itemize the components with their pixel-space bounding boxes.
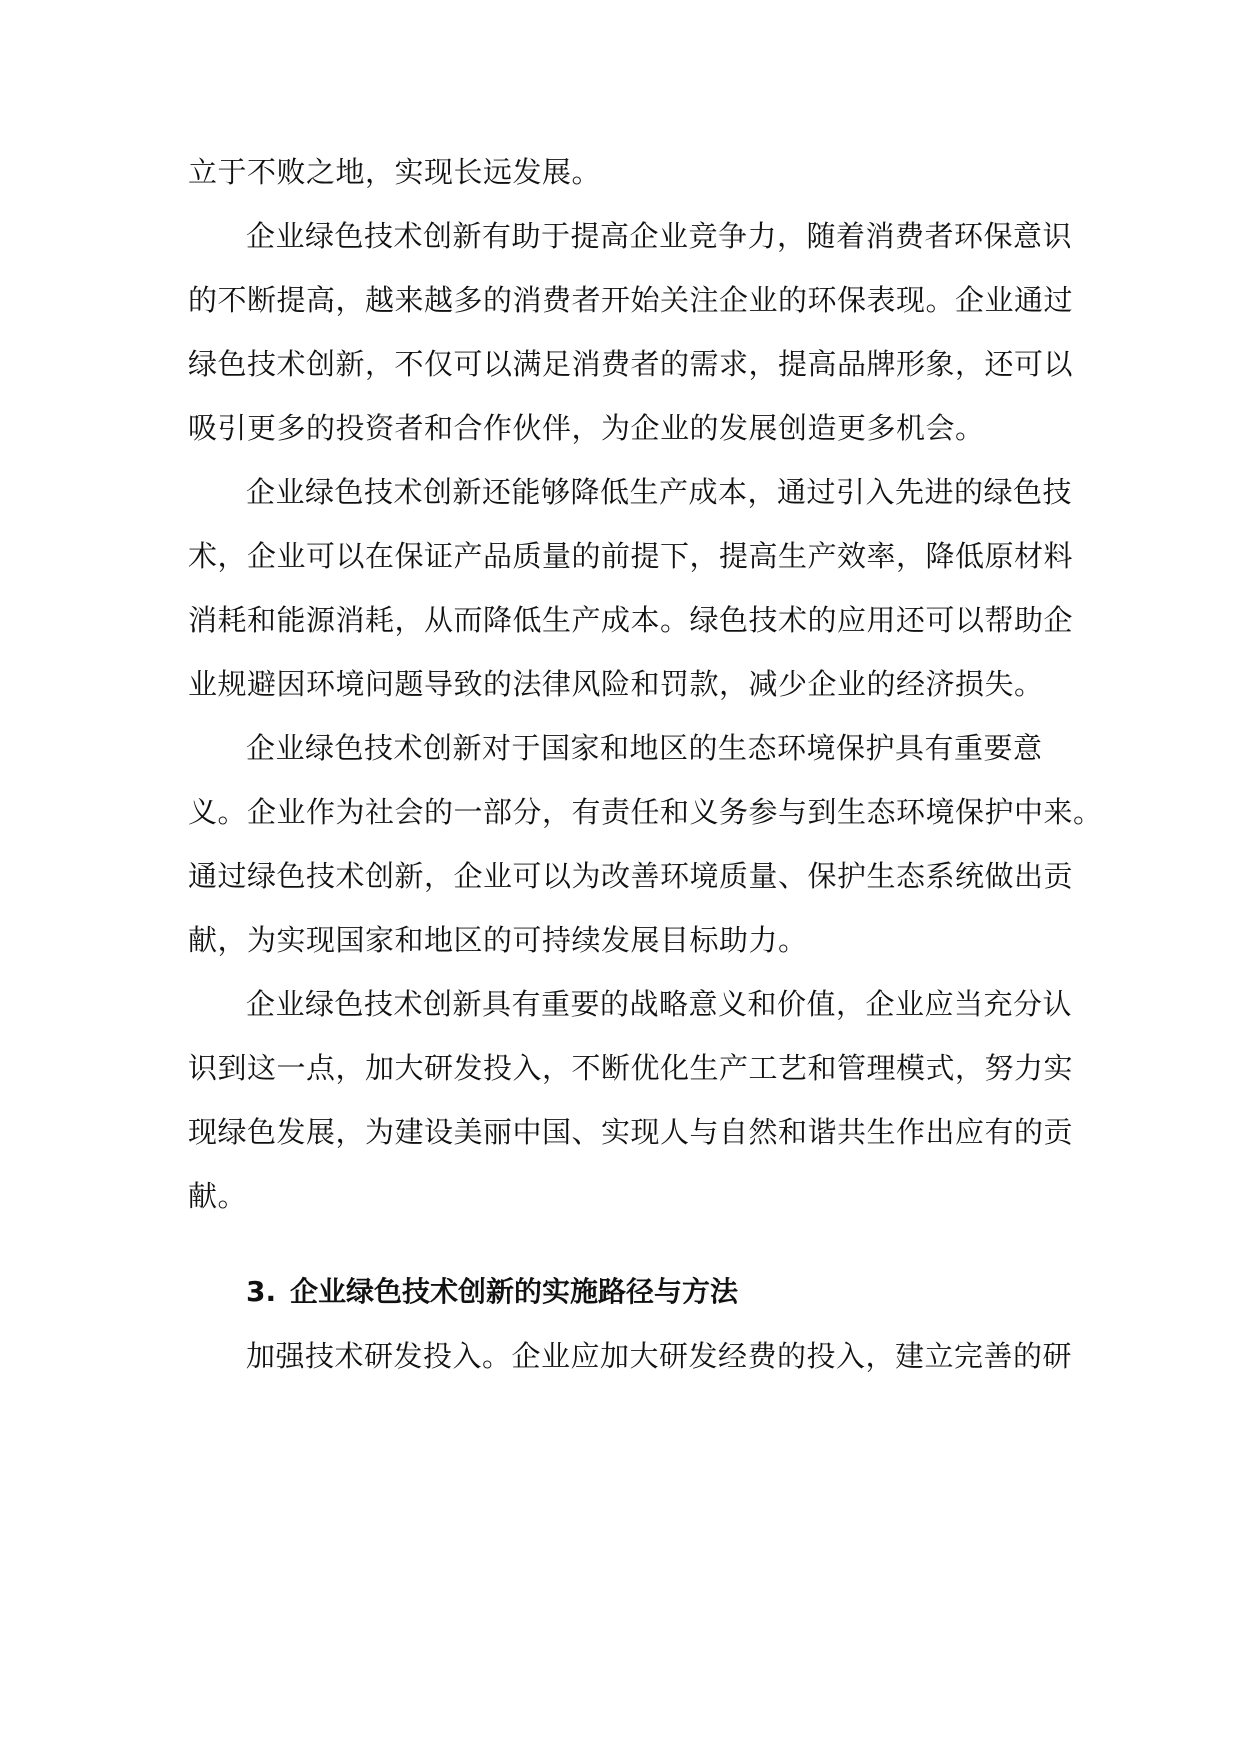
text-line: 加强技术研发投入。企业应加大研发经费的投入，建立完善的研 [246,1339,1073,1373]
text-line: 术，企业可以在保证产品质量的前提下，提高生产效率，降低原材料 [188,539,1074,573]
text-line: 企业绿色技术创新还能够降低生产成本，通过引入先进的绿色技 [246,475,1073,509]
text-line: 通过绿色技术创新，企业可以为改善环境质量、保护生态系统做出贡 [188,859,1074,893]
section-title: 企业绿色技术创新的实施路径与方法 [290,1275,739,1308]
text-line: 消耗和能源消耗，从而降低生产成本。绿色技术的应用还可以帮助企 [188,603,1074,637]
text-line: 绿色技术创新，不仅可以满足消费者的需求，提高品牌形象，还可以 [188,347,1074,381]
text-line: 立于不败之地，实现长远发展。 [188,155,602,189]
text-line: 企业绿色技术创新有助于提高企业竞争力，随着消费者环保意识 [246,219,1073,253]
text-line: 企业绿色技术创新具有重要的战略意义和价值，企业应当充分认 [246,987,1073,1021]
text-line: 献，为实现国家和地区的可持续发展目标助力。 [188,923,808,957]
section-spacer [188,1228,1056,1260]
text-line: 的不断提高，越来越多的消费者开始关注企业的环保表现。企业通过 [188,283,1074,317]
section-number: 3. [246,1275,277,1308]
paragraph-6 [188,1324,1073,1388]
text-line: 吸引更多的投资者和合作伙伴，为企业的发展创造更多机会。 [188,411,985,445]
text-line: 企业绿色技术创新对于国家和地区的生态环境保护具有重要意 [246,731,1043,765]
text-line: 献。 [188,1179,248,1213]
paragraph-2 [188,204,1074,460]
paragraph-4 [188,716,1103,972]
text-line: 业规避因环境问题导致的法律风险和罚款，减少企业的经济损失。 [188,667,1044,701]
section-heading [188,1260,1056,1324]
document-body [188,140,1103,1388]
paragraph-1 [188,140,1056,204]
text-line: 现绿色发展，为建设美丽中国、实现人与自然和谐共生作出应有的贡 [188,1115,1074,1149]
text-line: 识到这一点，加大研发投入，不断优化生产工艺和管理模式，努力实 [188,1051,1074,1085]
paragraph-5 [188,972,1074,1228]
paragraph-3 [188,460,1074,716]
text-line: 义。企业作为社会的一部分，有责任和义务参与到生态环境保护中来。 [188,795,1103,829]
